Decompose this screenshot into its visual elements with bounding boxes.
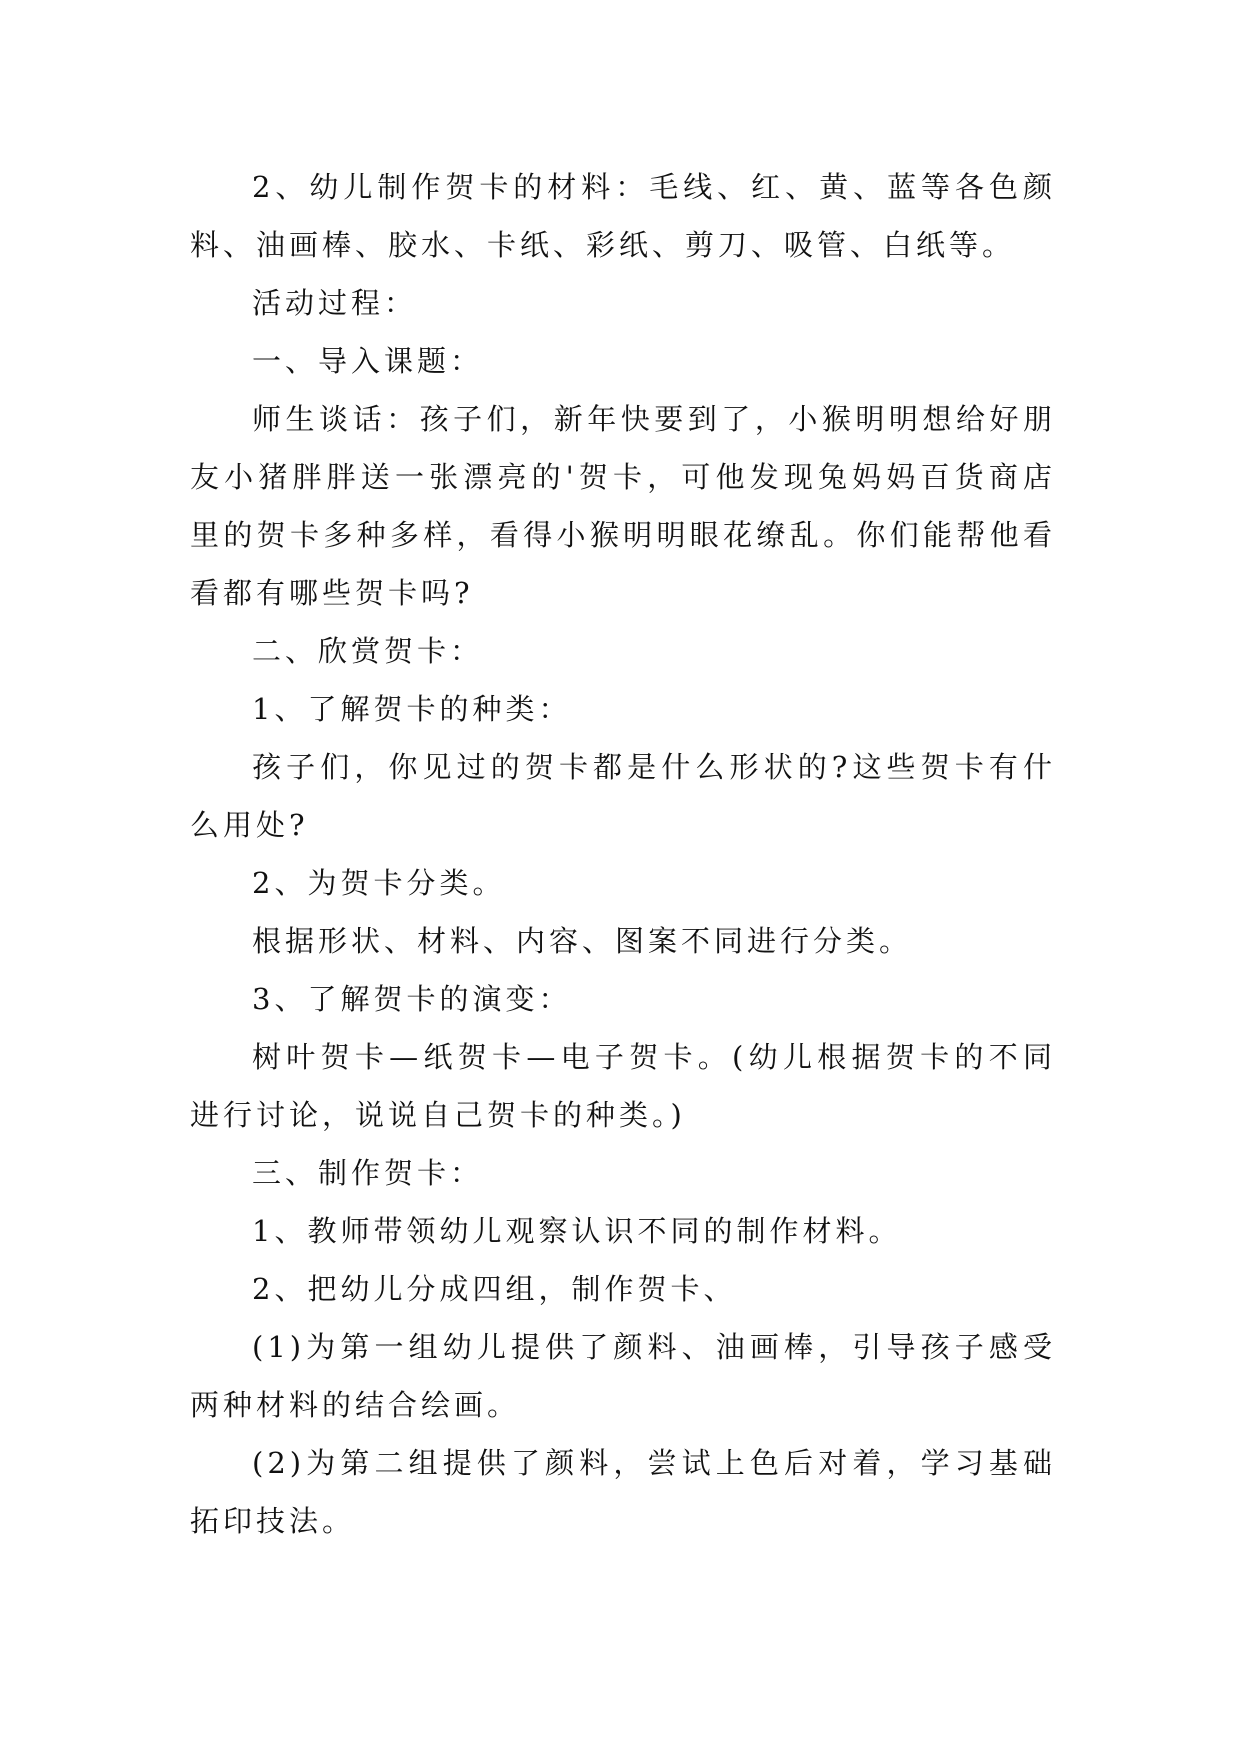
paragraph-materials: 2、幼儿制作贺卡的材料：毛线、红、黄、蓝等各色颜料、油画棒、胶水、卡纸、彩纸、剪刀、吸管、白纸等。 [190, 170, 1056, 262]
paragraph-evolution: 树叶贺卡—纸贺卡—电子贺卡。(幼儿根据贺卡的不同进行讨论，说说自己贺卡的种类。) [190, 1040, 1056, 1132]
heading-section-2: 二、欣赏贺卡： [252, 634, 484, 668]
subheading-card-types: 1、了解贺卡的种类： [252, 692, 572, 726]
heading-section-1: 一、导入课题： [252, 344, 484, 378]
paragraph-dialogue: 师生谈话：孩子们，新年快要到了，小猴明明想给好朋友小猪胖胖送一张漂亮的'贺卡，可他发现兔妈妈百货商店里的贺卡多种多样，看得小猴明明眼花缭乱。你们能帮他看看都有哪些贺卡吗? [190, 402, 1056, 610]
subheading-classify: 2、为贺卡分类。 [252, 866, 506, 900]
heading-activity-process: 活动过程： [252, 286, 418, 320]
paragraph-group-2: (2)为第二组提供了颜料，尝试上色后对着，学习基础拓印技法。 [190, 1446, 1056, 1538]
subheading-evolution: 3、了解贺卡的演变： [252, 982, 572, 1016]
paragraph-questions: 孩子们，你见过的贺卡都是什么形状的?这些贺卡有什么用处? [190, 750, 1056, 842]
paragraph-group-1: (1)为第一组幼儿提供了颜料、油画棒，引导孩子感受两种材料的结合绘画。 [190, 1330, 1056, 1422]
paragraph-observe-materials: 1、教师带领幼儿观察认识不同的制作材料。 [252, 1214, 902, 1248]
document-body [190, 158, 1056, 1550]
paragraph-groups: 2、把幼儿分成四组，制作贺卡、 [252, 1272, 737, 1306]
paragraph-classify: 根据形状、材料、内容、图案不同进行分类。 [252, 924, 913, 958]
heading-section-3: 三、制作贺卡： [252, 1156, 484, 1190]
